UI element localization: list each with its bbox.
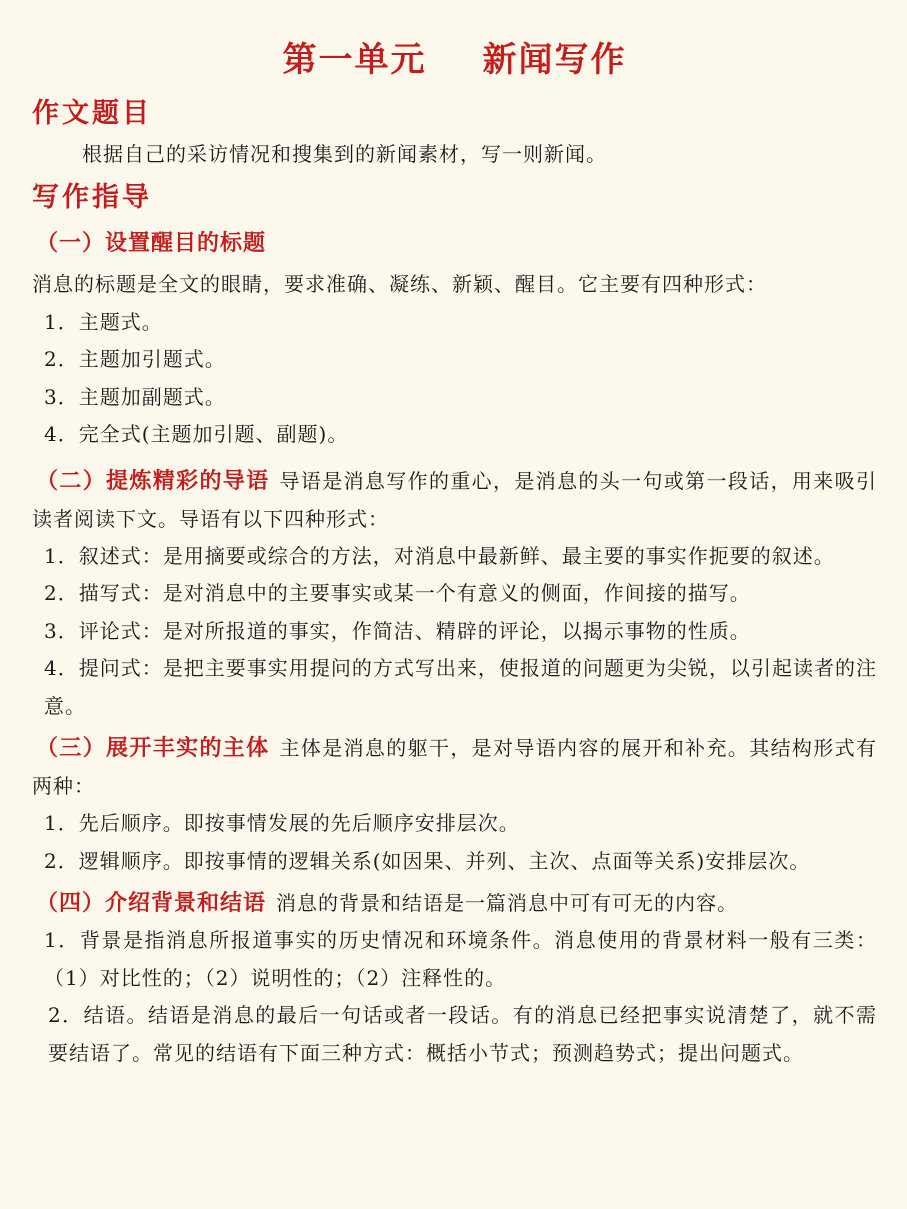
list-item: 1．先后顺序。即按事情发展的先后顺序安排层次。 [44, 811, 520, 835]
topic-text: 根据自己的采访情况和搜集到的新闻素材，写一则新闻。 [82, 142, 607, 166]
guide-section-3 [32, 729, 877, 880]
section-heading: （三）展开丰实的主体 [36, 735, 270, 761]
list-item: 2．描写式：是对消息中的主要事实或某一个有意义的侧面，作间接的描写。 [44, 581, 751, 605]
list-item: 2．逻辑顺序。即按事情的逻辑关系(如因果、并列、主次、点面等关系)安排层次。 [44, 848, 811, 873]
list-item: 3．主题加副题式。 [44, 384, 226, 409]
list-item: 1．叙述式：是用摘要或综合的方法，对消息中最新鲜、最主要的事实作扼要的叙述。 [44, 543, 835, 568]
list-item: 2．主题加引题式。 [44, 347, 226, 371]
page-title [32, 0, 877, 82]
section-body: 消息的标题是全文的眼睛，要求准确、凝练、新颖、醒目。它主要有四种形式： [32, 272, 767, 296]
list-item: 1．背景是指消息所报道事实的历史情况和环境条件。消息使用的背景材料一般有三类：（1）对比性的；（2）说明性的；（2）注释性的。 [44, 928, 877, 990]
section-body: 主体是消息的躯干，是对导语内容的展开和补充。其结构形式有两种： [32, 736, 877, 798]
list-item: 4．提问式：是把主要事实用提问的方式写出来，使报道的问题更为尖锐，以引起读者的注意。 [44, 656, 877, 718]
guide-section-4 [32, 884, 877, 1072]
title-unit: 第一单元 [282, 40, 427, 80]
list-item: 2．结语。结语是消息的最后一句话或者一段话。有的消息已经把事实说清楚了，就不需要结语了。常见的结语有下面三种方式：概括小节式；预测趋势式；提出问题式。 [48, 1003, 877, 1065]
guide-section-1 [32, 222, 877, 454]
list-item: 4．完全式(主题加引题、副题)。 [44, 422, 349, 446]
guide-section-2 [32, 462, 877, 726]
section-heading: （一）设置醒目的标题 [36, 230, 267, 256]
section-body: 导语是消息写作的重心，是消息的头一句或第一段话，用来吸引读者阅读下文。导语有以下四种形式： [32, 468, 877, 531]
section-heading: （四）介绍背景和结语 [36, 890, 267, 916]
section-heading: （二）提炼精彩的导语 [36, 467, 270, 494]
title-topic: 新闻写作 [482, 40, 627, 80]
topic-heading: 作文题目 [32, 98, 152, 129]
list-item: 3．评论式：是对所报道的事实，作简洁、精辟的评论，以揭示事物的性质。 [44, 618, 751, 643]
section-body: 消息的背景和结语是一篇消息中可有可无的内容。 [276, 891, 739, 915]
list-item: 1．主题式。 [44, 309, 163, 334]
guide-heading: 写作指导 [32, 182, 152, 213]
